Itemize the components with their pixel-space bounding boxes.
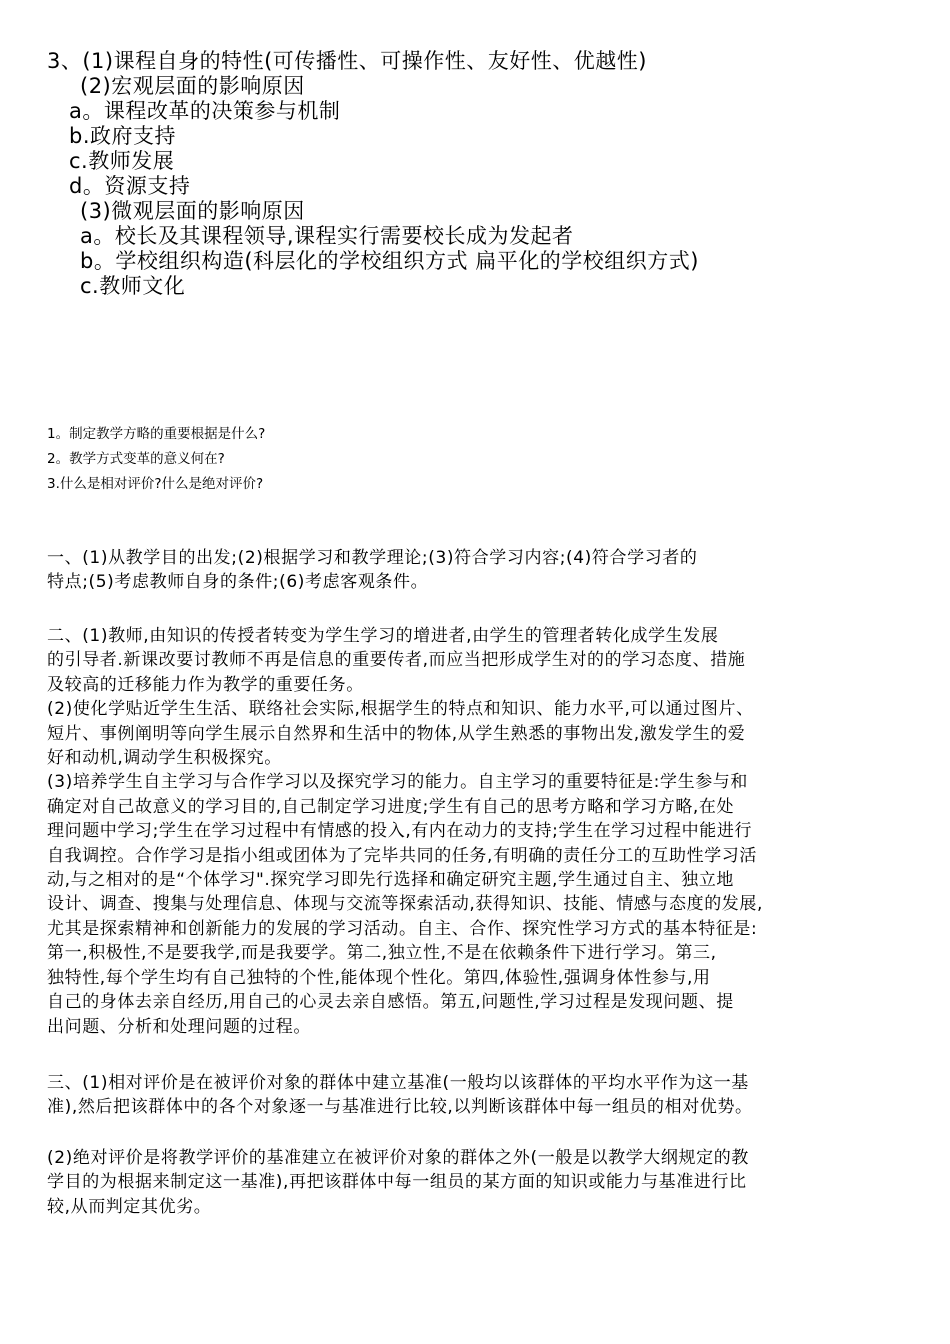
answer-1	[47, 546, 907, 595]
answer-2-line: 好和动机,调动学生积极探究。	[47, 748, 282, 769]
question-1: 1。制定教学方略的重要根据是什么?	[47, 426, 266, 442]
answer-2-line: 设计、调查、搜集与处理信息、体现与交流等探索活动,获得知识、技能、情感与态度的发展,	[47, 894, 764, 915]
answer-2-line: 的引导者.新课改要讨教师不再是信息的重要传者,而应当把形成学生对的的学习态度、措施	[47, 650, 746, 671]
question-2: 2。教学方式变革的意义何在?	[47, 451, 225, 467]
answer-3-line: 较,从而判定其优劣。	[47, 1196, 212, 1217]
answer-3-line: 三、(1)相对评价是在被评价对象的群体中建立基准(一般均以该群体的平均水平作为这一基	[47, 1073, 749, 1093]
outline-macro-a: a。课程改革的决策参与机制	[69, 99, 341, 123]
answer-1-line: 特点;(5)考虑教师自身的条件;(6)考虑客观条件。	[47, 572, 429, 593]
answer-2-line: 短片、事例阐明等向学生展示自然界和生活中的物体,从学生熟悉的事物出发,激发学生的爱	[47, 723, 746, 744]
answer-2-line: (2)使化学贴近学生生活、联络社会实际,根据学生的特点和知识、能力水平,可以通过图片、	[47, 699, 754, 720]
answer-2-line: 二、(1)教师,由知识的传授者转变为学生学习的增进者,由学生的管理者转化成学生发展	[47, 626, 719, 646]
answer-2-line: 理问题中学习;学生在学习过程中有情感的投入,有内在动力的支持;学生在学习过程中能进行	[47, 821, 753, 842]
answer-2-line: 第一,积极性,不是要我学,而是我要学。第二,独立性,不是在依赖条件下进行学习。第三,	[47, 943, 717, 964]
answer-2-line: 尤其是探索精神和创新能力的发展的学习活动。自主、合作、探究性学习方式的基本特征是:	[47, 918, 758, 939]
answer-3-line: 学目的为根据来制定这一基准),再把该群体中每一组员的某方面的知识或能力与基准进行比	[47, 1172, 747, 1193]
answer-3-relative	[47, 1071, 907, 1120]
outline-macro-d: d。资源支持	[69, 174, 191, 198]
outline-micro-heading: (3)微观层面的影响原因	[80, 199, 305, 223]
answer-2-line: 自我调控。合作学习是指小组或团体为了完毕共同的任务,有明确的责任分工的互助性学习活	[47, 845, 758, 866]
answer-2	[47, 624, 907, 1039]
answer-2-line: 独特性,每个学生均有自己独特的个性,能体现个性化。第四,体验性,强调身体性参与,用	[47, 967, 711, 988]
answer-2-line: 动,与之相对的是“个体学习".探究学习即先行选择和确定研究主题,学生通过自主、独立地	[47, 870, 735, 891]
answer-2-line: 确定对自己故意义的学习目的,自己制定学习进度;学生有自己的思考方略和学习方略,在处	[47, 796, 735, 817]
outline-micro-b: b。学校组织构造(科层化的学校组织方式 扁平化的学校组织方式)	[80, 249, 699, 273]
question-3: 3.什么是相对评价?什么是绝对评价?	[47, 476, 264, 492]
answer-2-line: 出问题、分析和处理问题的过程。	[47, 1016, 311, 1037]
outline-macro-c: c.教师发展	[69, 149, 175, 173]
outline-micro-a: a。校长及其课程领导,课程实行需要校长成为发起者	[80, 224, 574, 248]
outline-macro-heading: (2)宏观层面的影响原因	[80, 74, 305, 98]
answer-3-absolute	[47, 1146, 907, 1219]
outline-item-3: 3、(1)课程自身的特性(可传播性、可操作性、友好性、优越性)	[47, 49, 647, 73]
answer-2-line: (3)培养学生自主学习与合作学习以及探究学习的能力。自主学习的重要特征是:学生参与和	[47, 772, 749, 793]
outline-micro-c: c.教师文化	[80, 274, 186, 298]
answer-3-line: 准),然后把该群体中的各个对象逐一与基准进行比较,以判断该群体中每一组员的相对优势。	[47, 1097, 753, 1118]
answer-3-line: (2)绝对评价是将教学评价的基准建立在被评价对象的群体之外(一般是以教学大纲规定的教	[47, 1148, 749, 1168]
answer-1-line: 一、(1)从教学目的出发;(2)根据学习和教学理论;(3)符合学习内容;(4)符合学习者的	[47, 548, 698, 568]
answer-2-line: 及较高的迁移能力作为教学的重要任务。	[47, 674, 364, 695]
outline-macro-b: b.政府支持	[69, 124, 177, 148]
answer-2-line: 自己的身体去亲自经历,用自己的心灵去亲自感悟。第五,问题性,学习过程是发现问题、提	[47, 992, 734, 1013]
